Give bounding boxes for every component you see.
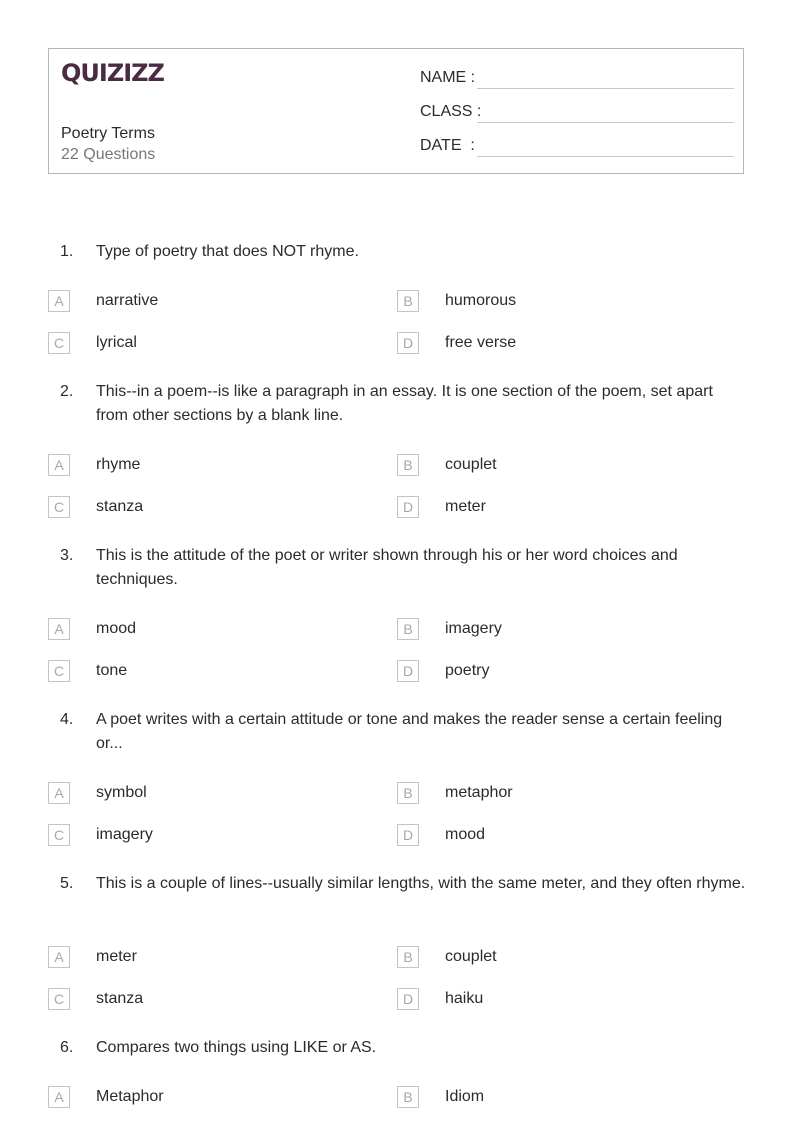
class-label: CLASS : [420, 103, 482, 120]
option-text: humorous [445, 292, 517, 309]
question-text: This--in a poem--is like a paragraph in an essay. It is one section of the poem, set apart from other sections by a blank line. [96, 383, 713, 424]
date-line[interactable] [477, 156, 734, 157]
question-text: A poet writes with a certain attitude or tone and makes the reader sense a certain feeling or... [96, 711, 723, 752]
option-letter-d[interactable]: D [397, 496, 419, 518]
option-letter-a[interactable]: A [48, 290, 70, 312]
option-letter-b[interactable]: B [397, 454, 419, 476]
option-letter-b[interactable]: B [397, 290, 419, 312]
option-text: symbol [96, 784, 147, 801]
worksheet-title: Poetry Terms [61, 125, 155, 142]
option-letter-b[interactable]: B [397, 1086, 419, 1108]
option-text: couplet [445, 456, 497, 473]
option-letter-d[interactable]: D [397, 660, 419, 682]
option-letter-d[interactable]: D [397, 988, 419, 1010]
option-letter-b[interactable]: B [397, 782, 419, 804]
option-text: imagery [96, 826, 153, 843]
option-text: Metaphor [96, 1088, 164, 1105]
option-letter-b[interactable]: B [397, 618, 419, 640]
date-field[interactable] [420, 135, 734, 157]
option-text: stanza [96, 498, 144, 515]
option-text: narrative [96, 292, 159, 309]
option-letter-d[interactable]: D [397, 824, 419, 846]
class-line[interactable] [477, 122, 734, 123]
option-letter-c[interactable]: C [48, 988, 70, 1010]
option-text: couplet [445, 948, 497, 965]
class-field[interactable] [420, 101, 734, 123]
question-number: 4. [60, 711, 74, 728]
question-number: 5. [60, 875, 74, 892]
option-letter-c[interactable]: C [48, 660, 70, 682]
option-text: metaphor [445, 784, 513, 801]
name-line[interactable] [477, 88, 734, 89]
question-text: This is the attitude of the poet or writer shown through his or her word choices and techniques. [96, 547, 678, 588]
option-letter-a[interactable]: A [48, 618, 70, 640]
quizizz-logo: QUIZIZZ [61, 59, 164, 87]
option-letter-a[interactable]: A [48, 454, 70, 476]
option-text: tone [96, 662, 128, 679]
option-letter-c[interactable]: C [48, 824, 70, 846]
question-number: 3. [60, 547, 74, 564]
option-letter-d[interactable]: D [397, 332, 419, 354]
option-text: lyrical [96, 334, 137, 351]
option-text: meter [96, 948, 137, 965]
option-text: stanza [96, 990, 144, 1007]
name-label: NAME : [420, 69, 476, 86]
option-letter-a[interactable]: A [48, 782, 70, 804]
option-text: mood [445, 826, 486, 843]
option-text: mood [96, 620, 137, 637]
date-label: DATE : [420, 137, 475, 154]
option-letter-c[interactable]: C [48, 332, 70, 354]
question-text: Type of poetry that does NOT rhyme. [96, 243, 359, 260]
question-number: 2. [60, 383, 74, 400]
option-letter-a[interactable]: A [48, 946, 70, 968]
option-text: Idiom [445, 1088, 485, 1105]
question-number: 6. [60, 1039, 74, 1056]
option-letter-a[interactable]: A [48, 1086, 70, 1108]
option-text: meter [445, 498, 486, 515]
question-text: Compares two things using LIKE or AS. [96, 1039, 377, 1056]
option-text: haiku [445, 990, 484, 1007]
option-letter-c[interactable]: C [48, 496, 70, 518]
option-text: imagery [445, 620, 502, 637]
name-field[interactable] [420, 67, 734, 89]
option-letter-b[interactable]: B [397, 946, 419, 968]
question-text: This is a couple of lines--usually similar lengths, with the same meter, and they often rhyme. [96, 875, 746, 892]
question-count: 22 Questions [61, 146, 156, 163]
worksheet-header [48, 48, 744, 174]
option-text: rhyme [96, 456, 141, 473]
question-number: 1. [60, 243, 74, 260]
option-text: free verse [445, 334, 517, 351]
option-text: poetry [445, 662, 490, 679]
